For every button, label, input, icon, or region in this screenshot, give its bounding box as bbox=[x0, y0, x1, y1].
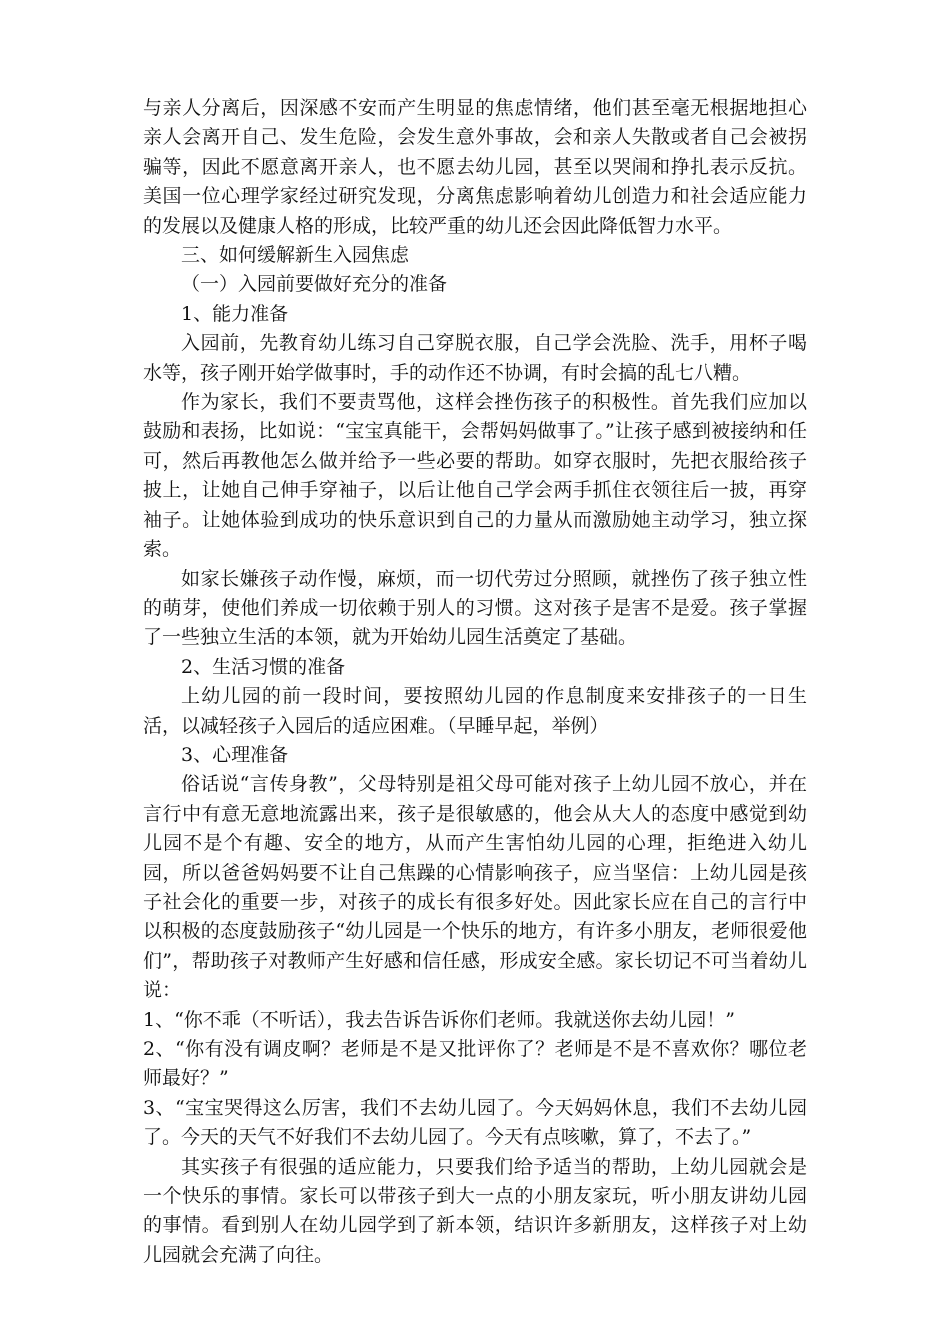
quote-item-2: 2、“你有没有调皮啊？老师是不是又批评你了？老师是不是不喜欢你？哪位老师最好？” bbox=[143, 1038, 807, 1090]
paragraph-conclusion: 其实孩子有很强的适应能力，只要我们给予适当的帮助，上幼儿园就会是一个快乐的事情。家长可以带孩子到大一点的小朋友家玩，听小朋友讲幼儿园的事情。看到别人在幼儿园学到了新本领，结识许多新朋友，这样孩子对上幼儿园就会充满了向往。 bbox=[143, 1155, 807, 1266]
paragraph-independence: 如家长嫌孩子动作慢，麻烦，而一切代劳过分照顾，就挫伤了孩子独立性的萌芽，使他们养成一切依赖于别人的习惯。这对孩子是害不是爱。孩子掌握了一些独立生活的本领，就为开始幼儿园生活奠定了基础。 bbox=[143, 567, 807, 649]
quote-item-3: 3、“宝宝哭得这么厉害，我们不去幼儿园了。今天妈妈休息，我们不去幼儿园了。今天的天气不好我们不去幼儿园了。今天有点咳嗽，算了，不去了。” bbox=[143, 1096, 807, 1149]
item-heading-psychology: 3、心理准备 bbox=[181, 743, 289, 766]
paragraph-parent-encouragement: 作为家长，我们不要责骂他，这样会挫伤孩子的积极性。首先我们应加以鼓励和表扬，比如说：“宝宝真能干，会帮妈妈做事了。”让孩子感到被接纳和任可，然后再教他怎么做并给予一些必要的帮助。如穿衣服时，先把衣服给孩子披上，让她自己伸手穿袖子，以后让他自己学会两手抓住衣领往后一披，再穿袖子。让她体验到成功的快乐意识到自己的力量从而激励她主动学习，独立探索。 bbox=[143, 391, 807, 561]
section-heading-relieve-anxiety: 三、如何缓解新生入园焦虑 bbox=[181, 244, 410, 267]
document-page bbox=[143, 94, 807, 1270]
subsection-heading-preparation: （一）入园前要做好充分的准备 bbox=[181, 273, 448, 296]
item-heading-habits: 2、生活习惯的准备 bbox=[181, 655, 346, 678]
item-heading-ability: 1、能力准备 bbox=[181, 302, 289, 325]
paragraph-ability-training: 入园前，先教育幼儿练习自己穿脱衣服，自己学会洗脸、洗手，用杯子喝水等，孩子刚开始学做事时，手的动作还不协调，有时会搞的乱七八糟。 bbox=[143, 332, 807, 384]
paragraph-psychological-prep: 俗话说“言传身教”，父母特别是祖父母可能对孩子上幼儿园不放心，并在言行中有意无意地流露出来，孩子是很敏感的，他会从大人的态度中感觉到幼儿园不是个有趣、安全的地方，从而产生害怕幼儿园的心理，拒绝进入幼儿园，所以爸爸妈妈要不让自己焦躁的心情影响孩子，应当坚信：上幼儿园是孩子社会化的重要一步，对孩子的成长有很多好处。因此家长应在自己的言行中以积极的态度鼓励孩子“幼儿园是一个快乐的地方，有许多小朋友，老师很爱他们”，帮助孩子对教师产生好感和信任感，形成安全感。家长切记不可当着幼儿说： bbox=[143, 773, 807, 1002]
paragraph-anxiety-intro: 与亲人分离后，因深感不安而产生明显的焦虑情绪，他们甚至毫无根据地担心亲人会离开自己、发生危险，会发生意外事故，会和亲人失散或者自己会被拐骗等，因此不愿意离开亲人，也不愿去幼儿园，甚至以哭闹和挣扎表示反抗。美国一位心理学家经过研究发现，分离焦虑影响着幼儿创造力和社会适应能力的发展以及健康人格的形成，比较严重的幼儿还会因此降低智力水平。 bbox=[143, 97, 807, 237]
quote-item-1: 1、“你不乖（不听话），我去告诉告诉你们老师。我就送你去幼儿园！” bbox=[143, 1008, 736, 1031]
paragraph-daily-routine: 上幼儿园的前一段时间，要按照幼儿园的作息制度来安排孩子的一日生活，以减轻孩子入园后的适应困难。（早睡早起，举例） bbox=[143, 685, 807, 737]
